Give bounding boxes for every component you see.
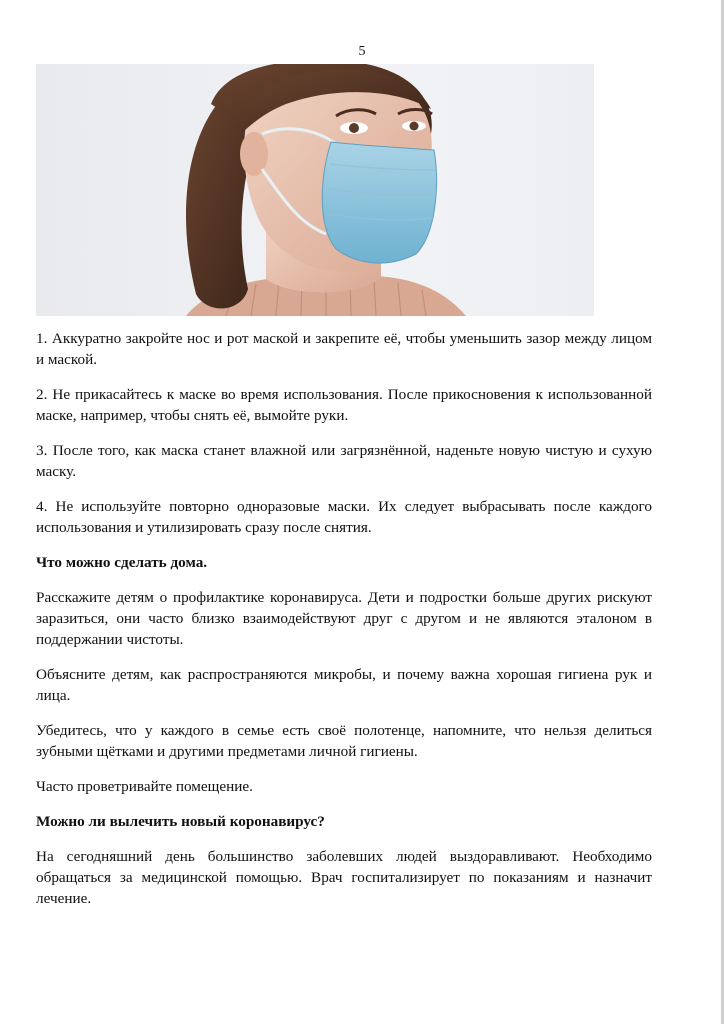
instruction-item-2: 2. Не прикасайтесь к маске во время использования. После прикосновения к использованной маске, например, чтобы снять её, вымойте руки. [36, 386, 652, 424]
home-paragraph-2: Объясните детям, как распространяются микробы, и почему важна хорошая гигиена рук и лица. [36, 666, 652, 704]
home-section-heading: Что можно сделать дома. [36, 554, 208, 571]
instruction-item-4: 4. Не используйте повторно одноразовые маски. Их следует выбрасывать после каждого использования и утилизировать сразу после снятия. [36, 498, 652, 536]
page-number: 5 [358, 44, 366, 59]
cure-paragraph: На сегодняшний день большинство заболевших людей выздоравливают. Необходимо обращаться за медицинской помощью. Врач госпитализирует по показаниям и назначит лечение. [36, 848, 652, 907]
document-body [36, 328, 652, 923]
home-paragraph-3: Убедитесь, что у каждого в семье есть своё полотенце, напомните, что нельзя делиться зубными щётками и другими предметами личной гигиены. [36, 722, 652, 760]
instruction-item-3: 3. После того, как маска станет влажной или загрязнённой, наденьте новую чистую и сухую маску. [36, 442, 652, 480]
instruction-item-1: 1. Аккуратно закройте нос и рот маской и закрепите её, чтобы уменьшить зазор между лицом и маской. [36, 330, 652, 368]
cure-section-heading: Можно ли вылечить новый коронавирус? [36, 813, 325, 830]
home-paragraph-4: Часто проветривайте помещение. [36, 778, 253, 795]
woman-medical-mask-photo [36, 64, 594, 316]
home-paragraph-1: Расскажите детям о профилактике коронавируса. Дети и подростки больше других рискуют заразиться, они часто близко взаимодействуют друг с другом и не являются эталоном в поддержании чистоты. [36, 589, 652, 648]
